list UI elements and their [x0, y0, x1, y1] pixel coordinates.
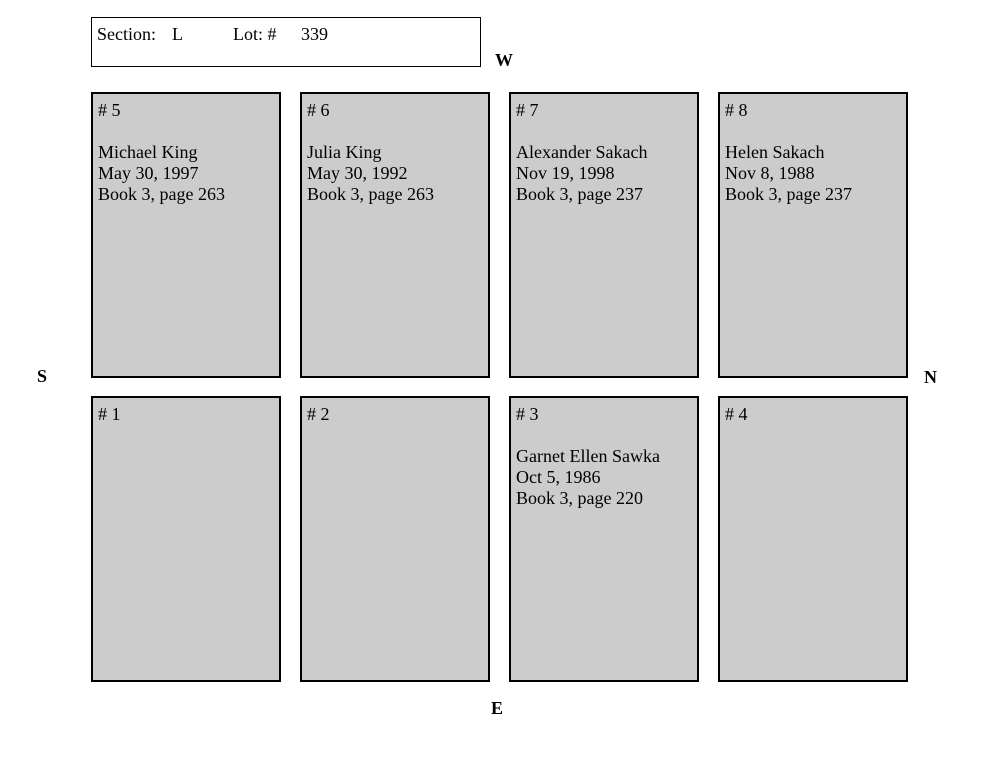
section-label: Section:	[97, 24, 156, 44]
compass-south: S	[37, 366, 48, 386]
plot-name: Julia King	[307, 142, 382, 162]
compass-west: W	[495, 50, 513, 70]
plot-info	[516, 142, 647, 205]
plot-number: # 1	[98, 404, 121, 424]
plot-3	[509, 396, 699, 682]
plot-7	[509, 92, 699, 378]
plot-info	[516, 446, 660, 509]
compass-north: N	[924, 367, 937, 387]
plot-name: Michael King	[98, 142, 198, 162]
plot-4	[718, 396, 908, 682]
plot-name: Helen Sakach	[725, 142, 825, 162]
plot-number: # 7	[516, 100, 539, 120]
plot-date: May 30, 1997	[98, 163, 199, 183]
plot-6	[300, 92, 490, 378]
section-lot-header	[91, 17, 481, 67]
section-value: L	[172, 24, 183, 44]
plot-number: # 5	[98, 100, 121, 120]
plot-number: # 3	[516, 404, 539, 424]
lot-label: Lot: #	[233, 24, 277, 44]
plot-book-ref: Book 3, page 263	[307, 184, 434, 204]
plot-date: May 30, 1992	[307, 163, 408, 183]
plot-info	[307, 142, 434, 205]
plot-number: # 2	[307, 404, 330, 424]
plot-number: # 4	[725, 404, 748, 424]
plot-1	[91, 396, 281, 682]
plot-number: # 6	[307, 100, 330, 120]
plot-date: Nov 19, 1998	[516, 163, 615, 183]
plot-name: Alexander Sakach	[516, 142, 648, 162]
compass-east: E	[491, 698, 504, 718]
plot-book-ref: Book 3, page 237	[725, 184, 852, 204]
plot-5	[91, 92, 281, 378]
plot-number: # 8	[725, 100, 748, 120]
plot-book-ref: Book 3, page 237	[516, 184, 643, 204]
plot-book-ref: Book 3, page 263	[98, 184, 225, 204]
plot-book-ref: Book 3, page 220	[516, 488, 643, 508]
plot-date: Oct 5, 1986	[516, 467, 601, 487]
plot-name: Garnet Ellen Sawka	[516, 446, 660, 466]
plot-2	[300, 396, 490, 682]
plot-info	[725, 142, 852, 205]
plot-info	[98, 142, 225, 205]
lot-value: 339	[301, 24, 328, 44]
plot-date: Nov 8, 1988	[725, 163, 815, 183]
plot-8	[718, 92, 908, 378]
